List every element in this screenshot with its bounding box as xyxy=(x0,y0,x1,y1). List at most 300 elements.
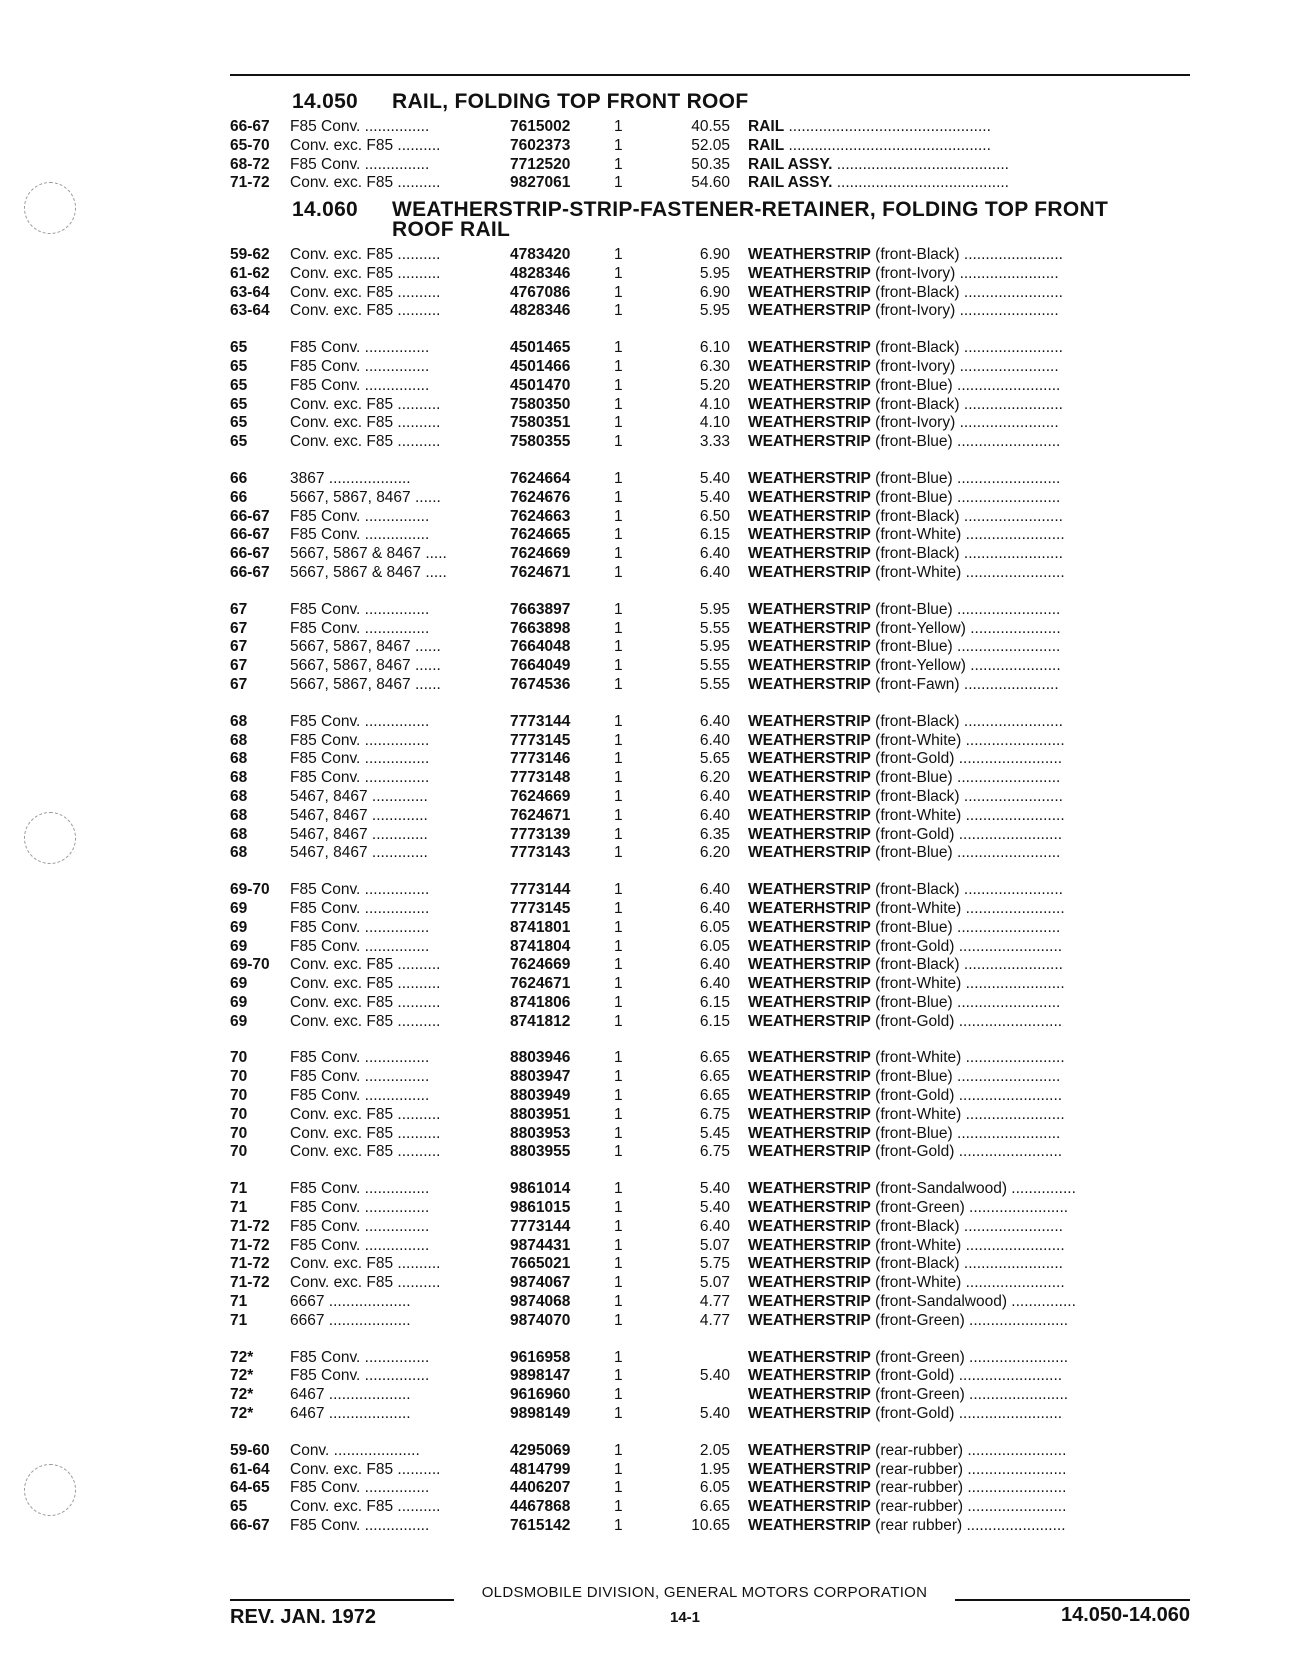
model-year: 69 xyxy=(230,918,248,936)
model-year: 72* xyxy=(230,1405,254,1423)
part-detail: (front-Gold) xyxy=(870,1405,955,1423)
binder-hole xyxy=(24,182,76,234)
model-year: 70 xyxy=(230,1143,248,1161)
model-applicability: 5667, 5867, 8467 ...... xyxy=(290,488,441,506)
part-detail: (front-Gold) xyxy=(870,1143,955,1161)
model-applicability: 6667 ................... xyxy=(290,1293,411,1311)
model-year: 65 xyxy=(230,1498,248,1516)
quantity: 1 xyxy=(614,638,623,656)
part-name: WEATHERSTRIP xyxy=(748,993,871,1011)
price: 6.35 xyxy=(699,825,730,843)
leader-dots: ....................... xyxy=(962,1517,1066,1535)
price: 2.05 xyxy=(699,1441,730,1459)
leader-dots: ....................... xyxy=(961,563,1065,581)
part-description xyxy=(748,302,1190,321)
part-row xyxy=(230,900,1190,919)
price: 6.40 xyxy=(699,563,730,581)
part-number: 8741812 xyxy=(510,1012,571,1030)
price: 6.75 xyxy=(699,1143,730,1161)
part-description xyxy=(748,470,1190,489)
part-description xyxy=(748,1199,1190,1218)
part-detail: (front-Fawn) xyxy=(870,675,960,693)
part-description xyxy=(748,919,1190,938)
price: 5.95 xyxy=(699,638,730,656)
part-name: WEATHERSTRIP xyxy=(748,1199,871,1217)
price: 5.40 xyxy=(699,469,730,487)
quantity: 1 xyxy=(614,283,623,301)
part-description xyxy=(748,414,1190,433)
model-applicability: Conv. exc. F85 .......... xyxy=(290,136,441,154)
part-detail: (front-Blue) xyxy=(870,1124,953,1142)
model-year: 70 xyxy=(230,1105,248,1123)
leader-dots: ........................ xyxy=(952,600,1061,618)
part-detail: (front-Yellow) xyxy=(870,619,966,637)
leader-dots: ....................... xyxy=(955,414,1059,432)
part-name: WEATHERSTRIP xyxy=(748,395,871,413)
quantity: 1 xyxy=(614,657,623,675)
leader-dots: ...................... xyxy=(959,675,1059,693)
price: 5.40 xyxy=(699,1180,730,1198)
leader-dots: ....................... xyxy=(959,395,1063,413)
leader-dots: ....................... xyxy=(955,357,1059,375)
model-year: 65 xyxy=(230,414,248,432)
part-number: 7624671 xyxy=(510,806,571,824)
group-spacer xyxy=(230,583,1190,601)
part-detail: (front-White) xyxy=(870,1049,962,1067)
quantity: 1 xyxy=(614,526,623,544)
model-year: 66 xyxy=(230,488,248,506)
part-number: 7624669 xyxy=(510,787,571,805)
price: 4.77 xyxy=(699,1293,730,1311)
part-detail: (front-White) xyxy=(870,975,962,993)
part-name: WEATHERSTRIP xyxy=(748,1180,871,1198)
part-number: 7580355 xyxy=(510,433,571,451)
quantity: 1 xyxy=(614,937,623,955)
leader-dots: ....................... xyxy=(959,283,1063,301)
quantity: 1 xyxy=(614,1405,623,1423)
quantity: 1 xyxy=(614,246,623,263)
part-description xyxy=(748,1143,1190,1162)
quantity: 1 xyxy=(614,1293,623,1311)
model-applicability: 6467 ................... xyxy=(290,1405,411,1423)
price: 5.55 xyxy=(699,619,730,637)
part-detail: (front-Black) xyxy=(870,246,960,263)
part-number: 7674536 xyxy=(510,675,571,693)
model-applicability: 5667, 5867, 8467 ...... xyxy=(290,675,441,693)
part-detail: (front-Yellow) xyxy=(870,657,966,675)
part-row xyxy=(230,807,1190,826)
model-applicability: F85 Conv. ............... xyxy=(290,769,430,787)
part-row xyxy=(230,433,1190,452)
part-name: WEATHERSTRIP xyxy=(748,750,871,768)
leader-dots: ....................... xyxy=(961,1236,1065,1254)
quantity: 1 xyxy=(614,1143,623,1161)
part-name: WEATHERSTRIP xyxy=(748,600,871,618)
part-number: 8741806 xyxy=(510,993,571,1011)
model-applicability: Conv. exc. F85 .......... xyxy=(290,174,441,192)
leader-dots: ....................... xyxy=(964,1311,1069,1329)
model-year: 67 xyxy=(230,657,248,675)
price: 6.40 xyxy=(699,787,730,805)
part-name: WEATHERSTRIP xyxy=(748,1498,871,1516)
part-description xyxy=(748,732,1190,751)
price: 6.15 xyxy=(699,526,730,544)
part-detail: (front-Green) xyxy=(870,1348,965,1366)
part-number: 9874067 xyxy=(510,1274,571,1292)
price: 6.10 xyxy=(699,339,730,357)
part-row xyxy=(230,713,1190,732)
part-row xyxy=(230,1180,1190,1199)
part-name: WEATHERSTRIP xyxy=(748,1143,871,1161)
leader-dots: ........................ xyxy=(952,993,1061,1011)
part-name: WEATHERSTRIP xyxy=(748,806,871,824)
leader-dots: ....................... xyxy=(964,1348,1069,1366)
leader-dots: ....................... xyxy=(959,545,1063,563)
leader-dots: ....................... xyxy=(961,1274,1065,1292)
part-row xyxy=(230,1143,1190,1162)
quantity: 1 xyxy=(614,414,623,432)
parts-list xyxy=(230,246,1190,1536)
leader-dots: ............... xyxy=(1006,1293,1076,1311)
model-year: 68 xyxy=(230,731,248,749)
quantity: 1 xyxy=(614,1180,623,1198)
quantity: 1 xyxy=(614,433,623,451)
part-detail: (front-Blue) xyxy=(870,638,953,656)
part-name: WEATHERSTRIP xyxy=(748,1236,871,1254)
leader-dots: ....................... xyxy=(961,1105,1065,1123)
price: 6.15 xyxy=(699,993,730,1011)
price: 3.33 xyxy=(699,433,730,451)
part-name: WEATHERSTRIP xyxy=(748,881,871,899)
model-year: 72* xyxy=(230,1348,254,1366)
part-description xyxy=(748,750,1190,769)
part-name: WEATHERSTRIP xyxy=(748,469,871,487)
model-applicability: Conv. exc. F85 .......... xyxy=(290,246,441,263)
leader-dots: ....................... xyxy=(963,1498,1067,1516)
model-year: 68 xyxy=(230,844,248,862)
price: 6.40 xyxy=(699,806,730,824)
part-row xyxy=(230,377,1190,396)
part-description xyxy=(748,975,1190,994)
part-number: 9874431 xyxy=(510,1236,571,1254)
price: 4.10 xyxy=(699,395,730,413)
price: 6.40 xyxy=(699,899,730,917)
part-name: WEATHERSTRIP xyxy=(748,918,871,936)
model-applicability: Conv. exc. F85 .......... xyxy=(290,264,441,282)
part-description xyxy=(748,638,1190,657)
part-detail: (front-Blue) xyxy=(870,844,953,862)
model-applicability: F85 Conv. ............... xyxy=(290,1068,430,1086)
part-description xyxy=(748,396,1190,415)
part-name: WEATHERSTRIP xyxy=(748,975,871,993)
leader-dots: ........................ xyxy=(952,1124,1061,1142)
part-row xyxy=(230,919,1190,938)
part-detail: (front-Gold) xyxy=(870,825,955,843)
part-number: 4406207 xyxy=(510,1479,571,1497)
model-year: 65-70 xyxy=(230,136,270,154)
part-name: WEATHERSTRIP xyxy=(748,787,871,805)
model-year: 71-72 xyxy=(230,1255,270,1273)
part-description xyxy=(748,1087,1190,1106)
part-number: 7773144 xyxy=(510,1217,571,1235)
model-year: 65 xyxy=(230,433,248,451)
part-row xyxy=(230,769,1190,788)
model-applicability: 5467, 8467 ............. xyxy=(290,806,428,824)
model-applicability: 6467 ................... xyxy=(290,1386,411,1404)
group-spacer xyxy=(230,695,1190,713)
part-description xyxy=(748,657,1190,676)
part-name: WEATHERSTRIP xyxy=(748,302,871,320)
part-number: 9874068 xyxy=(510,1293,571,1311)
model-year: 71-72 xyxy=(230,1217,270,1235)
quantity: 1 xyxy=(614,1517,623,1535)
price: 6.05 xyxy=(699,918,730,936)
model-year: 65 xyxy=(230,357,248,375)
price: 5.95 xyxy=(699,264,730,282)
model-year: 59-62 xyxy=(230,246,270,263)
part-number: 7664049 xyxy=(510,657,571,675)
part-description xyxy=(748,545,1190,564)
part-row xyxy=(230,788,1190,807)
group-spacer xyxy=(230,1162,1190,1180)
price: 6.90 xyxy=(699,283,730,301)
part-detail: (front-Black) xyxy=(870,787,960,805)
model-year: 68-72 xyxy=(230,155,270,173)
part-row xyxy=(230,1312,1190,1331)
quantity: 1 xyxy=(614,507,623,525)
model-year: 71 xyxy=(230,1311,248,1329)
part-number: 4828346 xyxy=(510,264,571,282)
leader-dots: ....................... xyxy=(964,1386,1069,1404)
part-detail: (front-White) xyxy=(870,899,962,917)
section-title: WEATHERSTRIP-STRIP-FASTENER-RETAINER, FOLDING TOP FRONT ROOF RAIL xyxy=(392,198,1109,241)
leader-dots: ........................ xyxy=(952,433,1061,451)
model-applicability: F85 Conv. ............... xyxy=(290,750,430,768)
part-detail: (front-Black) xyxy=(870,545,960,563)
model-year: 66-67 xyxy=(230,1517,270,1535)
part-row xyxy=(230,1125,1190,1144)
model-year: 69 xyxy=(230,1012,248,1030)
part-row xyxy=(230,1386,1190,1405)
model-applicability: Conv. exc. F85 .......... xyxy=(290,1255,441,1273)
leader-dots: ........................ xyxy=(954,1012,1063,1030)
model-applicability: F85 Conv. ............... xyxy=(290,507,430,525)
part-number: 7773144 xyxy=(510,712,571,730)
part-detail: (front-Blue) xyxy=(870,433,953,451)
part-description xyxy=(748,339,1190,358)
model-applicability: F85 Conv. ............... xyxy=(290,881,430,899)
part-description xyxy=(748,137,1190,156)
part-detail: (front-Blue) xyxy=(870,376,953,394)
part-row xyxy=(230,844,1190,863)
part-name: WEATHERSTRIP xyxy=(748,1105,871,1123)
leader-dots: ........................................ xyxy=(832,155,1009,173)
price: 5.75 xyxy=(699,1255,730,1273)
quantity: 1 xyxy=(614,844,623,862)
price: 6.40 xyxy=(699,731,730,749)
price: 5.95 xyxy=(699,302,730,320)
part-description xyxy=(748,246,1190,265)
part-number: 4767086 xyxy=(510,283,571,301)
quantity: 1 xyxy=(614,712,623,730)
model-applicability: F85 Conv. ............... xyxy=(290,600,430,618)
part-description xyxy=(748,1125,1190,1144)
top-rule xyxy=(230,74,1190,76)
part-name: WEATHERSTRIP xyxy=(748,1441,871,1459)
price: 4.10 xyxy=(699,414,730,432)
model-applicability: 5667, 5867, 8467 ...... xyxy=(290,657,441,675)
part-detail: (front-Sandalwood) xyxy=(870,1293,1007,1311)
price: 6.65 xyxy=(699,1049,730,1067)
quantity: 1 xyxy=(614,1124,623,1142)
part-detail: (front-White) xyxy=(870,526,962,544)
part-name: WEATHERSTRIP xyxy=(748,1367,871,1385)
quantity: 1 xyxy=(614,806,623,824)
price: 50.35 xyxy=(691,155,730,173)
quantity: 1 xyxy=(614,600,623,618)
group-spacer xyxy=(230,1031,1190,1049)
quantity: 1 xyxy=(614,769,623,787)
quantity: 1 xyxy=(614,899,623,917)
part-number: 8741801 xyxy=(510,918,571,936)
part-number: 8803955 xyxy=(510,1143,571,1161)
part-number: 9827061 xyxy=(510,174,571,192)
part-detail: (front-White) xyxy=(870,1105,962,1123)
model-year: 68 xyxy=(230,750,248,768)
part-row xyxy=(230,1498,1190,1517)
model-applicability: Conv. exc. F85 .......... xyxy=(290,1498,441,1516)
model-applicability: F85 Conv. ............... xyxy=(290,1236,430,1254)
part-detail: (front-Ivory) xyxy=(870,302,956,320)
part-description xyxy=(748,1255,1190,1274)
part-row xyxy=(230,174,1190,193)
model-applicability: Conv. exc. F85 .......... xyxy=(290,433,441,451)
part-number: 7602373 xyxy=(510,136,571,154)
part-detail: (front-Green) xyxy=(870,1199,965,1217)
part-row xyxy=(230,956,1190,975)
model-applicability: F85 Conv. ............... xyxy=(290,899,430,917)
part-description xyxy=(748,1349,1190,1368)
model-applicability: F85 Conv. ............... xyxy=(290,731,430,749)
model-applicability: F85 Conv. ............... xyxy=(290,712,430,730)
model-year: 61-62 xyxy=(230,264,270,282)
part-name: WEATHERSTRIP xyxy=(748,1460,871,1478)
model-year: 66-67 xyxy=(230,563,270,581)
part-row xyxy=(230,1013,1190,1032)
part-number: 7624663 xyxy=(510,507,571,525)
price: 6.90 xyxy=(699,246,730,263)
price: 5.65 xyxy=(699,750,730,768)
model-applicability: 5667, 5867, 8467 ...... xyxy=(290,638,441,656)
part-row xyxy=(230,1405,1190,1424)
part-description xyxy=(748,1049,1190,1068)
part-number: 8803953 xyxy=(510,1124,571,1142)
part-description xyxy=(748,265,1190,284)
model-year: 61-64 xyxy=(230,1460,270,1478)
part-description xyxy=(748,1237,1190,1256)
model-year: 67 xyxy=(230,600,248,618)
model-applicability: F85 Conv. ............... xyxy=(290,376,430,394)
price: 6.40 xyxy=(699,956,730,974)
section-heading xyxy=(292,92,748,112)
group-spacer xyxy=(230,452,1190,470)
part-description xyxy=(748,900,1190,919)
quantity: 1 xyxy=(614,395,623,413)
part-name: RAIL ASSY. xyxy=(748,174,833,192)
part-name: WEATHERSTRIP xyxy=(748,283,871,301)
leader-dots: ..................... xyxy=(965,657,1061,675)
part-name: WEATHERSTRIP xyxy=(748,414,871,432)
model-applicability: 5467, 8467 ............. xyxy=(290,825,428,843)
part-description xyxy=(748,676,1190,695)
part-row xyxy=(230,1087,1190,1106)
part-description xyxy=(748,1274,1190,1293)
part-number: 4295069 xyxy=(510,1441,571,1459)
price: 6.40 xyxy=(699,545,730,563)
footer-rule xyxy=(955,1599,1190,1601)
model-year: 69-70 xyxy=(230,881,270,899)
part-number: 7773146 xyxy=(510,750,571,768)
section-number: 14.060 xyxy=(292,198,359,221)
part-row xyxy=(230,118,1190,137)
leader-dots: ........................ xyxy=(952,769,1061,787)
part-row xyxy=(230,358,1190,377)
part-row xyxy=(230,508,1190,527)
part-number: 7665021 xyxy=(510,1255,571,1273)
model-year: 69-70 xyxy=(230,956,270,974)
part-detail: (front-Ivory) xyxy=(870,357,956,375)
price: 6.40 xyxy=(699,881,730,899)
footer-section-range: 14.050-14.060 xyxy=(1060,1604,1190,1626)
binder-hole xyxy=(24,812,76,864)
quantity: 1 xyxy=(614,1460,623,1478)
model-applicability: Conv. exc. F85 .......... xyxy=(290,1274,441,1292)
part-row xyxy=(230,676,1190,695)
quantity: 1 xyxy=(614,136,623,154)
part-detail: (front-Black) xyxy=(870,1217,960,1235)
part-description xyxy=(748,174,1190,193)
part-name: WEATHERSTRIP xyxy=(748,731,871,749)
model-applicability: F85 Conv. ............... xyxy=(290,619,430,637)
quantity: 1 xyxy=(614,675,623,693)
model-applicability: F85 Conv. ............... xyxy=(290,1199,430,1217)
part-name: WEATHERSTRIP xyxy=(748,1217,871,1235)
part-row xyxy=(230,1517,1190,1536)
part-name: WEATHERSTRIP xyxy=(748,376,871,394)
part-number: 7773145 xyxy=(510,899,571,917)
price: 5.40 xyxy=(699,1367,730,1385)
quantity: 1 xyxy=(614,1105,623,1123)
model-year: 72* xyxy=(230,1386,254,1404)
price: 6.40 xyxy=(699,712,730,730)
part-description xyxy=(748,156,1190,175)
model-year: 63-64 xyxy=(230,302,270,320)
quantity: 1 xyxy=(614,118,623,135)
section-number: 14.050 xyxy=(292,90,359,113)
part-name: RAIL xyxy=(748,118,785,135)
model-applicability: F85 Conv. ............... xyxy=(290,118,430,135)
part-number: 7663898 xyxy=(510,619,571,637)
quantity: 1 xyxy=(614,975,623,993)
part-description xyxy=(748,1068,1190,1087)
part-name: WEATHERSTRIP xyxy=(748,246,871,263)
model-year: 59-60 xyxy=(230,1441,270,1459)
model-year: 71 xyxy=(230,1293,248,1311)
price: 5.45 xyxy=(699,1124,730,1142)
price: 5.40 xyxy=(699,488,730,506)
part-name: WEATHERSTRIP xyxy=(748,825,871,843)
part-row xyxy=(230,1237,1190,1256)
